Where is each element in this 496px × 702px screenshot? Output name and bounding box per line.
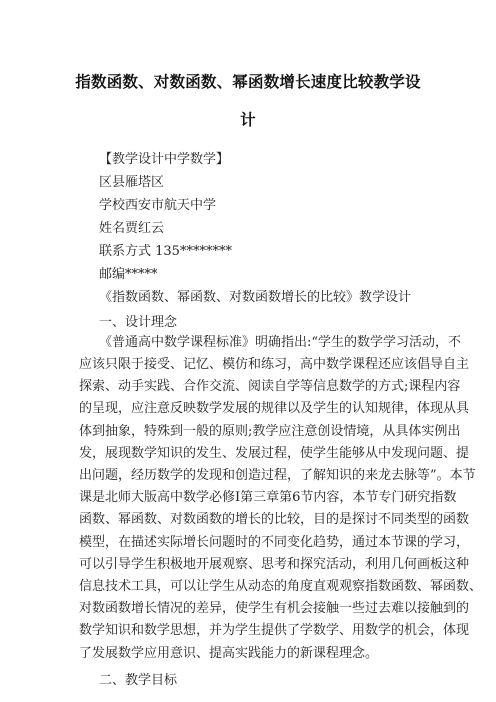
paragraph-line: 对数函数增长情况的差异，使学生有机会接触一些过去难以接触到的 <box>79 601 470 617</box>
paragraph-line: 探索、动手实践、合作交流、阅读自学等信息数学的方式;课程内容 <box>79 379 461 395</box>
paragraph-line: 可以引导学生积极地开展观察、思考和探究活动，利用几何画板这种 <box>79 556 470 572</box>
paragraph-line: 课是北师大版高中数学必修Ⅰ第三章第6节内容，本节专门研究指数 <box>79 490 457 506</box>
paragraph-line: 信息技术工具，可以让学生从动态的角度直观观察指数函数、幂函数、 <box>79 579 483 595</box>
paragraph-line: 出问题，经历数学的发现和创造过程，了解知识的来龙去脉等”。本节 <box>79 468 476 484</box>
paragraph-line: 的呈现，应注意反映数学发展的规律以及学生的认知规律，体现从具 <box>79 401 470 417</box>
document-title-line-1: 指数函数、对数函数、幂函数增长速度比较教学设 <box>75 73 421 91</box>
paragraph-line: 应该只限于接受、记忆、模仿和练习，高中数学课程还应该倡导自主 <box>79 357 470 372</box>
paragraph-line: 体到抽象，特殊到一般的原则;教学应注意创设情境，从具体实例出 <box>79 423 461 439</box>
paragraph-line: 了发展数学应用意识、提高实践能力的新课程理念。 <box>79 645 379 661</box>
document-title-line-2: 计 <box>240 111 256 129</box>
paragraph-line: 发，展现数学知识的发生、发展过程，使学生能够从中发现问题、提 <box>79 445 470 461</box>
section-heading-teaching-goals: 二、教学目标 <box>99 673 178 688</box>
section-heading-design-concept: 一、设计理念 <box>99 315 178 330</box>
paragraph-body <box>79 354 483 665</box>
category-tag: 【教学设计中学数学】 <box>99 152 230 167</box>
paragraph-line: 《普通高中数学课程标准》明确指出:“学生的数学学习活动，不 <box>99 335 462 350</box>
author-name-line: 姓名贾红云 <box>99 221 165 236</box>
paragraph-line: 函数、幂函数、对数函数的增长的比较，目的是探讨不同类型的函数 <box>79 512 470 528</box>
paragraph-line: 模型，在描述实际增长问题时的不同变化趋势，通过本节课的学习， <box>79 534 470 550</box>
school-line: 学校西安市航天中学 <box>99 198 217 213</box>
district-line: 区县雁塔区 <box>99 175 165 190</box>
postcode-line: 邮编***** <box>99 267 158 282</box>
paragraph-first-line <box>99 332 462 354</box>
lesson-plan-title: 《指数函数、幂函数、对数函数增长的比较》教学设计 <box>99 290 412 305</box>
contact-line: 联系方式 135******** <box>99 244 232 259</box>
paragraph-line: 数学知识和数学思想，并为学生提供了学数学、用数学的机会，体现 <box>79 623 470 639</box>
